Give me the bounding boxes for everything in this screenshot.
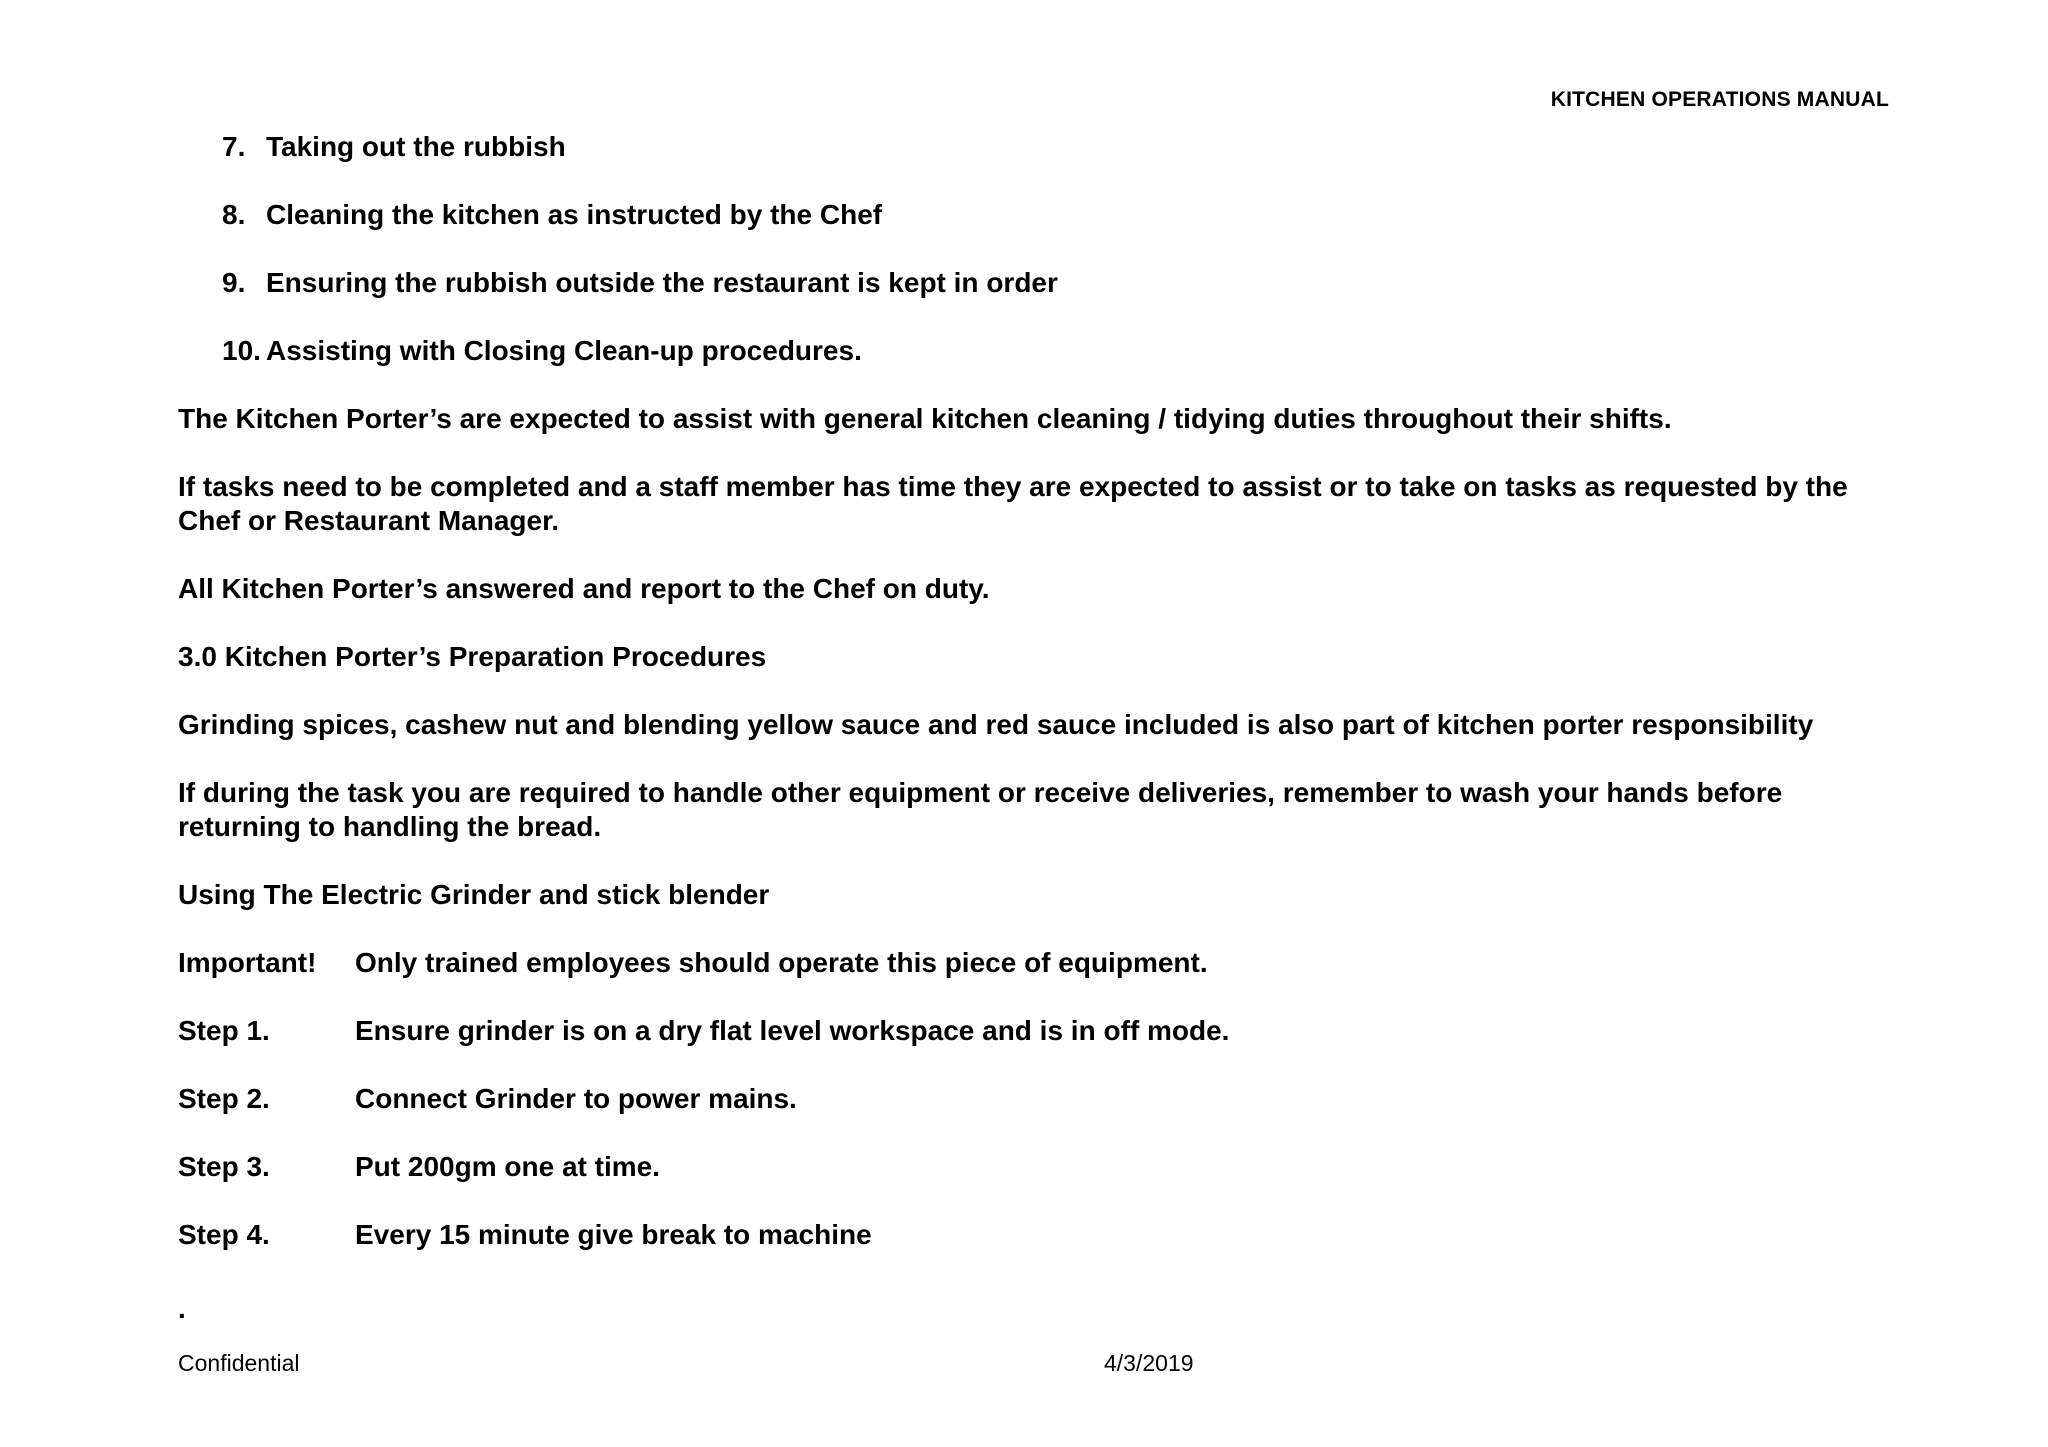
list-item-text: Ensuring the rubbish outside the restaurant is kept in order: [266, 267, 1058, 298]
step-label: Step 3.: [178, 1151, 270, 1182]
list-item-text: Assisting with Closing Clean-up procedures.: [266, 335, 862, 366]
paragraph-reporting: All Kitchen Porter’s answered and report to the Chef on duty.: [178, 573, 990, 604]
list-item: [222, 334, 1888, 368]
list-item: [222, 266, 1888, 300]
paragraph-task-assistance: If tasks need to be completed and a staff member has time they are expected to assist or to take on tasks as requested by the Chef or Restaurant Manager.: [178, 471, 1848, 536]
duties-list: [222, 130, 1888, 368]
step-row: [178, 1014, 1888, 1048]
list-item: [222, 198, 1888, 232]
footer-confidential: Confidential: [178, 1350, 300, 1376]
step-label: Important!: [178, 947, 317, 978]
section-heading: 3.0 Kitchen Porter’s Preparation Procedures: [178, 641, 767, 672]
list-item-number: 10.: [222, 335, 261, 366]
step-label: Step 1.: [178, 1015, 270, 1046]
step-text: Ensure grinder is on a dry flat level workspace and is in off mode.: [355, 1015, 1230, 1046]
header-title: KITCHEN OPERATIONS MANUAL: [1550, 88, 1889, 111]
list-item-number: 8.: [222, 199, 246, 230]
list-item-number: 7.: [222, 131, 246, 162]
step-text: Only trained employees should operate this piece of equipment.: [355, 947, 1208, 978]
paragraph-hygiene: If during the task you are required to handle other equipment or receive deliveries, remember to wash your hands before returning to handling the bread.: [178, 777, 1783, 842]
page-content: [178, 130, 1888, 1286]
step-row: [178, 1218, 1888, 1252]
list-item: [222, 130, 1888, 164]
subheading-grinder: Using The Electric Grinder and stick blender: [178, 879, 770, 910]
list-item-number: 9.: [222, 267, 246, 298]
list-item-text: Cleaning the kitchen as instructed by the Chef: [266, 199, 883, 230]
step-row: [178, 1082, 1888, 1116]
list-item-text: Taking out the rubbish: [266, 131, 566, 162]
step-label: Step 2.: [178, 1083, 270, 1114]
stray-period: .: [178, 1293, 186, 1324]
step-label: Step 4.: [178, 1219, 270, 1250]
step-text: Connect Grinder to power mains.: [355, 1083, 797, 1114]
paragraph-grinding: Grinding spices, cashew nut and blending yellow sauce and red sauce included is also part of kitchen porter responsibility: [178, 709, 1814, 740]
step-row: [178, 1150, 1888, 1184]
footer-date: 4/3/2019: [1104, 1350, 1194, 1376]
step-text: Put 200gm one at time.: [355, 1151, 660, 1182]
step-text: Every 15 minute give break to machine: [355, 1219, 872, 1250]
step-row-important: [178, 946, 1888, 980]
paragraph-general-duties: The Kitchen Porter’s are expected to assist with general kitchen cleaning / tidying duties throughout their shifts.: [178, 403, 1672, 434]
